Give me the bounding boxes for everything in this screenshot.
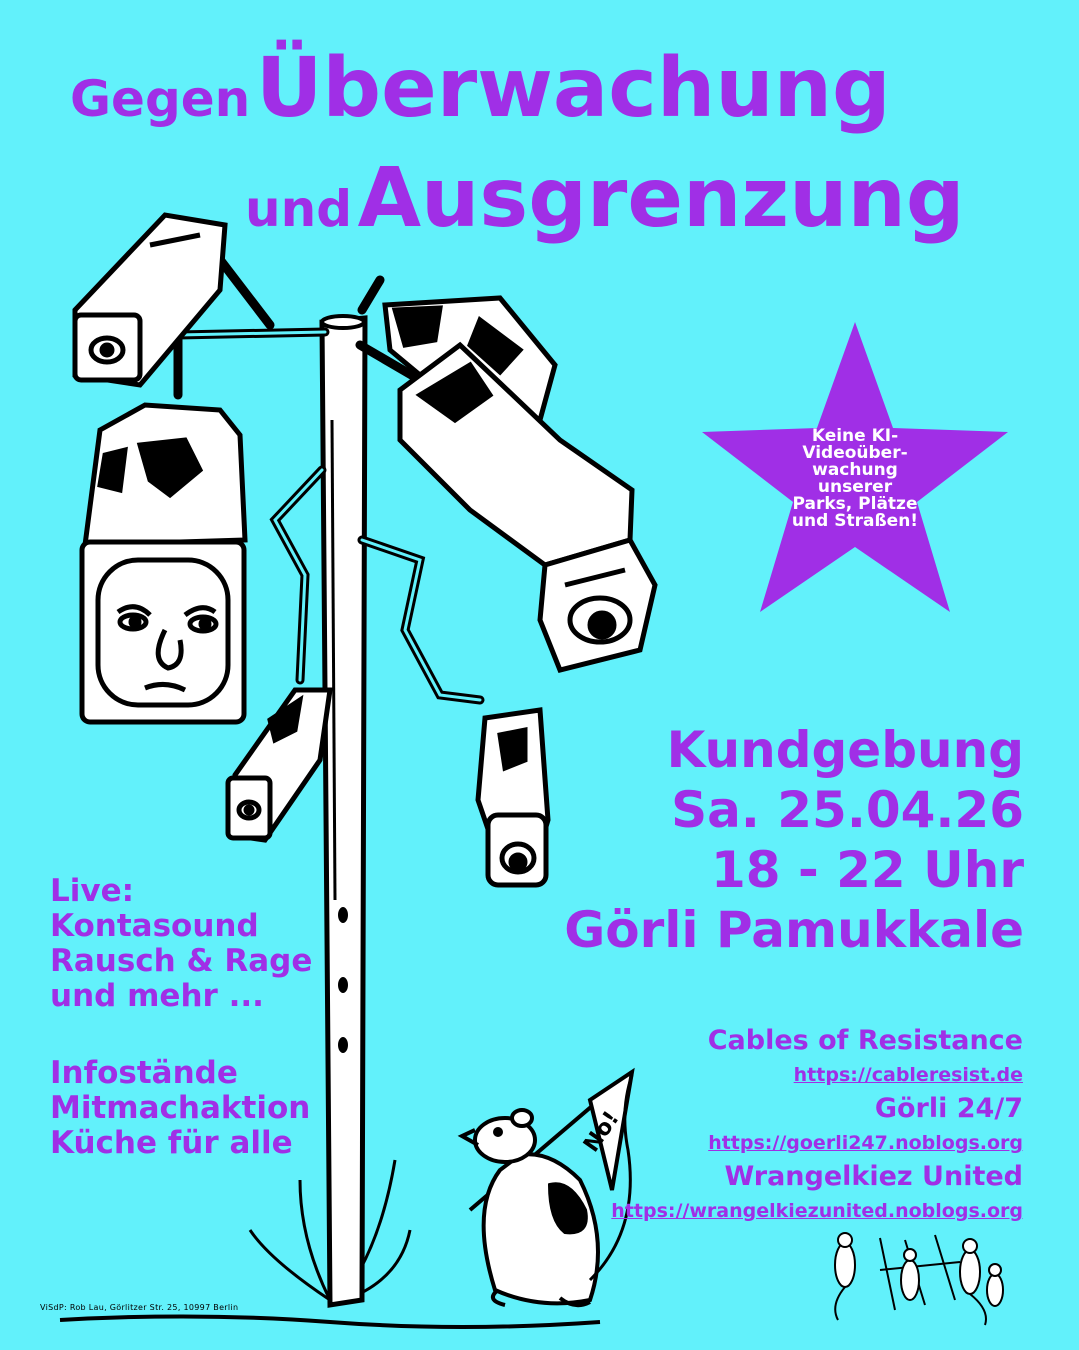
organizers (611, 1024, 1023, 1228)
event-type: Kundgebung (666, 721, 1024, 779)
star-line-1: Keine KI- (811, 426, 899, 446)
rat-group-sketch (835, 1233, 1003, 1325)
event-date: Sa. 25.04.26 (671, 781, 1024, 839)
star-line-6: und Straßen! (791, 511, 919, 531)
organizer-link-2[interactable]: https://goerli247.noblogs.org (708, 1132, 1023, 1154)
info-item-2: Mitmachaktion (50, 1090, 311, 1126)
visdp-imprint: ViSdP: Rob Lau, Görlitzer Str. 25, 10997 Berlin (40, 1303, 239, 1312)
live-heading: Live: (50, 873, 135, 909)
star-slogan (760, 428, 950, 530)
pole (322, 316, 365, 1305)
camera-top-left (75, 215, 225, 385)
event-location: Görli Pamukkale (564, 901, 1024, 959)
ground-line (60, 1316, 600, 1327)
info-item-1: Infostände (50, 1055, 238, 1091)
star-line-4: unserer (817, 477, 893, 497)
organizer-name-3: Wrangelkiez United (724, 1161, 1023, 1192)
star-line-5: Parks, Plätze (792, 494, 918, 514)
camera-lower-right (478, 710, 548, 885)
organizer-link-1[interactable]: https://cableresist.de (793, 1064, 1023, 1086)
event-details (564, 720, 1024, 960)
live-acts (50, 874, 312, 1014)
camera-right-big (385, 298, 655, 670)
organizer-name-2: Görli 24/7 (874, 1093, 1023, 1124)
title-word-ausgrenzung: Ausgrenzung (357, 151, 965, 246)
star-line-2: Videoüber- (802, 443, 908, 463)
organizer-link-3[interactable]: https://wrangelkiezunited.noblogs.org (611, 1200, 1023, 1222)
rat-flag-text: No! (579, 1106, 625, 1157)
title-word-und: und (245, 180, 352, 238)
star-line-3: wachung (812, 460, 898, 480)
info-list (50, 1056, 310, 1161)
live-act-3: und mehr ... (50, 978, 264, 1014)
organizer-name-1: Cables of Resistance (707, 1025, 1023, 1056)
rat-with-flag (462, 1072, 632, 1305)
live-act-2: Rausch & Rage (50, 943, 313, 979)
title-word-ueberwachung: Überwachung (255, 41, 891, 136)
title-word-gegen: Gegen (70, 70, 251, 128)
camera-face (82, 405, 245, 722)
event-time: 18 - 22 Uhr (711, 841, 1024, 899)
live-act-1: Kontasound (50, 908, 259, 944)
info-item-3: Küche für alle (50, 1125, 293, 1161)
